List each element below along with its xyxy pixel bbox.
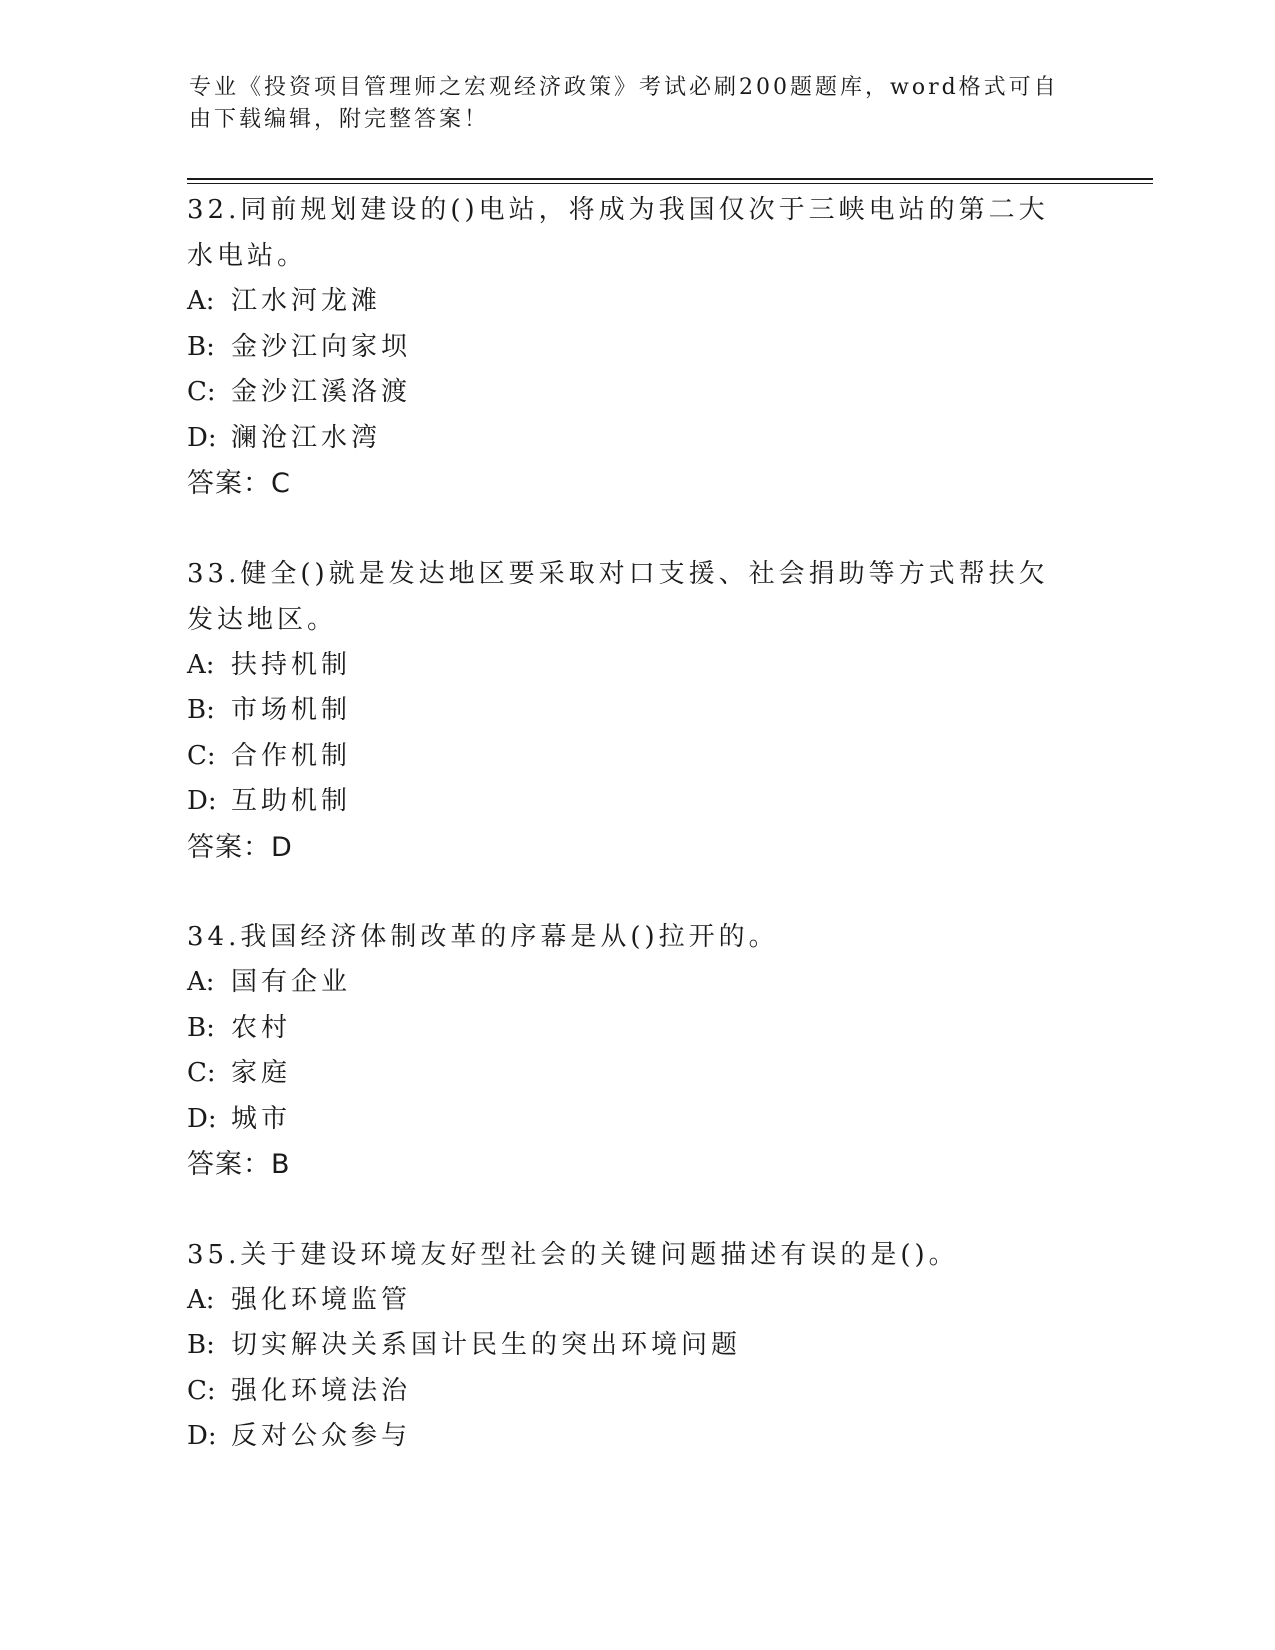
- option-letter: B:: [187, 331, 215, 362]
- option-letter: B:: [187, 695, 215, 725]
- option-letter: C:: [187, 740, 216, 771]
- option-letter: A:: [187, 649, 215, 680]
- option-c: [187, 1051, 1087, 1097]
- answer-line: 答案：C: [187, 468, 291, 499]
- option-b: [187, 1323, 1087, 1369]
- option-text: 反对公众参与: [231, 1421, 412, 1451]
- option-text: 市场机制: [231, 695, 352, 725]
- question-32: [187, 187, 1087, 507]
- option-text: 金沙江向家坝: [231, 331, 412, 362]
- option-letter: C:: [187, 1375, 216, 1406]
- option-text: 金沙江溪洛渡: [231, 377, 412, 407]
- option-text: 江水河龙滩: [231, 286, 382, 316]
- option-c: [187, 734, 1087, 780]
- option-letter: C:: [187, 377, 216, 407]
- answer-line: 答案：D: [187, 831, 293, 863]
- question-33: [187, 551, 1087, 871]
- question-text: 32.同前规划建设的()电站，将成为我国仅次于三峡电站的第二大水电站。: [187, 195, 1049, 271]
- option-text: 强化环境监管: [231, 1284, 412, 1315]
- header-divider-thick: [187, 178, 1153, 180]
- option-text: 家庭: [231, 1058, 292, 1088]
- option-a: [187, 279, 1087, 325]
- option-text: 国有企业: [231, 967, 352, 997]
- option-letter: A:: [187, 286, 215, 316]
- option-letter: B:: [187, 1012, 215, 1043]
- question-text: 34.我国经济体制改革的序幕是从()拉开的。: [187, 922, 779, 952]
- question-list: [187, 187, 1087, 1504]
- option-letter: D:: [187, 422, 217, 453]
- option-b: [187, 688, 1087, 734]
- answer-line: 答案：B: [187, 1149, 291, 1180]
- option-b: [187, 1006, 1087, 1052]
- option-letter: D:: [187, 786, 217, 816]
- option-d: [187, 1097, 1087, 1143]
- option-letter: A:: [187, 967, 215, 997]
- document-header: 专业《投资项目管理师之宏观经济政策》考试必刷200题题库，word格式可自由下载编辑，附完整答案！: [189, 75, 1059, 132]
- option-c: [187, 1369, 1087, 1415]
- option-b: [187, 325, 1087, 371]
- option-d: [187, 416, 1087, 462]
- option-d: [187, 1414, 1087, 1460]
- question-text: 33.健全()就是发达地区要采取对口支援、社会捐助等方式帮扶欠发达地区。: [187, 558, 1049, 635]
- question-35: [187, 1232, 1087, 1460]
- option-d: [187, 779, 1087, 825]
- option-letter: B:: [187, 1330, 215, 1360]
- option-text: 农村: [231, 1012, 292, 1043]
- option-text: 澜沧江水湾: [231, 422, 382, 453]
- option-c: [187, 370, 1087, 416]
- option-text: 扶持机制: [231, 649, 352, 680]
- option-a: [187, 960, 1087, 1006]
- option-letter: A:: [187, 1284, 215, 1315]
- option-text: 强化环境法治: [231, 1375, 412, 1406]
- option-text: 切实解决关系国计民生的突出环境问题: [231, 1330, 742, 1360]
- option-letter: D:: [187, 1421, 217, 1451]
- header-divider-thin: [187, 183, 1153, 184]
- question-34: [187, 914, 1087, 1188]
- option-a: [187, 1278, 1087, 1324]
- option-text: 合作机制: [231, 740, 352, 771]
- option-text: 城市: [231, 1103, 292, 1134]
- question-text: 35.关于建设环境友好型社会的关键问题描述有误的是()。: [187, 1239, 959, 1270]
- option-text: 互助机制: [231, 786, 352, 816]
- option-letter: C:: [187, 1058, 216, 1088]
- option-a: [187, 643, 1087, 689]
- option-letter: D:: [187, 1103, 217, 1134]
